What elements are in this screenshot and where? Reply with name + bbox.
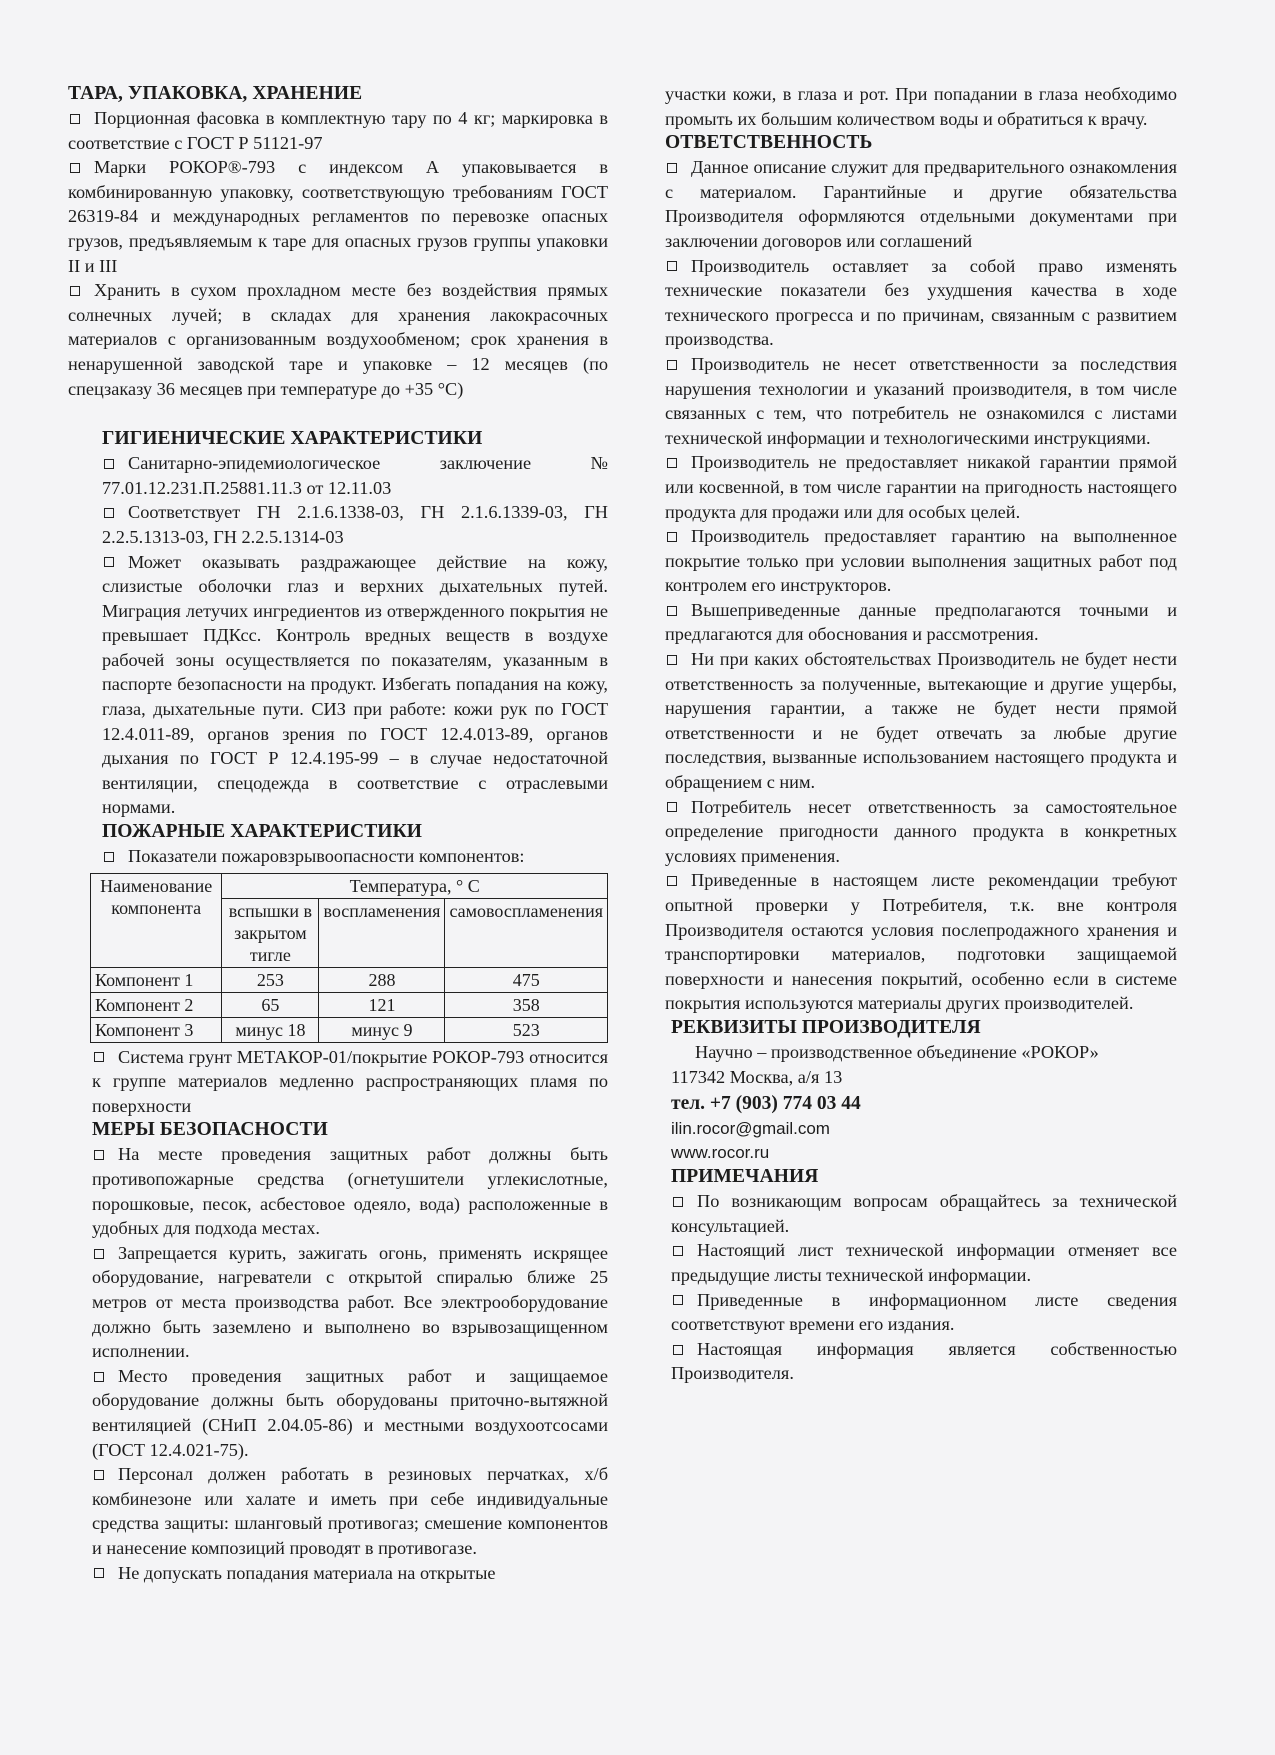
safety-item: На месте проведения защитных работ должны быть противопожарные средства (огнетушители углекислотные, порошковые, песок, асбестовое одеяло, вода) расположенные в удобных для подхода местах.: [92, 1144, 608, 1239]
storage-item: Хранить в сухом прохладном месте без воздействия прямых солнечных лучей; в складах для хранения лакокрасочных материалов с организованным воздухообменом; срок хранения в ненарушенной заводской таре и упаковке – 12 месяцев (по спецзаказу 36 месяцев при температуре до +35 °С): [68, 280, 608, 399]
safety-item: Место проведения защитных работ и защищаемое оборудование должны быть оборудованы приточно-вытяжной вентиляцией (СНиП 2.04.05-86) и местными воздухоотсосами (ГОСТ 12.4.021-75).: [92, 1365, 608, 1460]
fire-heading: ПОЖАРНЫЕ ХАРАКТЕРИСТИКИ: [102, 821, 423, 843]
hygiene-item: Соответствует ГН 2.1.6.1338-03, ГН 2.1.6.1339-03, ГН 2.2.5.1313-03, ГН 2.2.5.1314-03: [102, 502, 608, 547]
checkbox-bullet-icon: [70, 163, 80, 173]
requisites-org: Научно – производственное объединение «РОКОР»: [695, 1041, 1099, 1062]
col-header-autoignition: самовоспламенения: [445, 898, 608, 967]
safety-continuation: участки кожи, в глаза и рот. При попадании в глаза необходимо промыть их большим количеством воды и обратиться к врачу.: [665, 84, 1177, 129]
notes-item: Приведенные в информационном листе сведения соответствуют времени его издания.: [671, 1289, 1177, 1335]
checkbox-bullet-icon: [673, 1295, 683, 1305]
checkbox-bullet-icon: [94, 1052, 104, 1062]
safety-item: Запрещается курить, зажигать огонь, применять искрящее оборудование, нагреватели с открытой спиралью ближе 25 метров от места производства работ. Все электрооборудование должно быть заземлено и выполнено во взрывозащищенном исполнении.: [92, 1242, 608, 1362]
table-row: [91, 967, 608, 992]
cell-flash: 253: [222, 967, 319, 992]
safety-heading: МЕРЫ БЕЗОПАСНОСТИ: [92, 1119, 328, 1141]
checkbox-bullet-icon: [94, 1150, 104, 1160]
fire-after-block: [68, 1045, 608, 1585]
storage-item: Порционная фасовка в комплектную тару по 4 кг; маркировка в соответствие с ГОСТ Р 51121-97: [68, 108, 608, 153]
cell-name: Компонент 3: [91, 1017, 222, 1042]
storage-item: Марки РОКОР®-793 с индексом А упаковывается в комбинированную упаковку, соответствующую требованиям ГОСТ 26319-84 и международных регламентов по перевозке опасных грузов, предъявляемым к таре для опасных грузов группы упаковки II и III: [68, 157, 608, 276]
checkbox-bullet-icon: [667, 532, 677, 542]
responsibility-item: Данное описание служит для предварительного ознакомления с материалом. Гарантийные и другие обязательства Производителя оформляются отдельными документами при заключении договоров или соглашений: [665, 157, 1177, 251]
cell-auto: 475: [445, 967, 608, 992]
notes-item: По возникающим вопросам обращайтесь за технической консультацией.: [671, 1191, 1177, 1236]
responsibility-item: Приведенные в настоящем листе рекомендации требуют опытной проверки у Потребителя, т.к. вне контроля Производителя остаются условия послепродажного хранения и транспортировки материалов, подготовки защищаемой поверхности и нанесения покрытий, особенно если в системе покрытия используются материалы других производителей.: [665, 870, 1177, 1014]
responsibility-item: Потребитель несет ответственность за самостоятельное определение пригодности данного продукта в конкретных условиях применения.: [665, 796, 1177, 866]
responsibility-item: Вышеприведенные данные предполагаются точными и предлагаются для обоснования и рассмотрения.: [665, 599, 1177, 645]
notes-item: Настоящий лист технической информации отменяет все предыдущие листы технической информации.: [671, 1240, 1177, 1285]
checkbox-bullet-icon: [667, 655, 677, 665]
cell-ignition: 121: [319, 992, 445, 1017]
hygiene-item: Может оказывать раздражающее действие на кожу, слизистые оболочки глаз и верхних дыхательных путей. Миграция летучих ингредиентов из отвержденного покрытия не превышает ПДКсс. Контроль вредных веществ в воздухе рабочей зоны осуществляется по показателям, указанным в паспорте безопасности на продукт. Избегать попадания на кожу, глаза, дыхательные пути. СИЗ при работе: кожи рук по ГОСТ 12.4.011-89, органов зрения по ГОСТ 12.4.013-89, органов дыхания по ГОСТ Р 12.4.195-99 – в случае недостаточной вентиляции, спецодежда в соответствие с отраслевыми нормами.: [102, 551, 608, 818]
requisites-email[interactable]: ilin.rocor@gmail.com: [671, 1119, 830, 1139]
cell-ignition: 288: [319, 967, 445, 992]
checkbox-bullet-icon: [104, 508, 114, 518]
checkbox-bullet-icon: [104, 459, 114, 469]
cell-name: Компонент 1: [91, 967, 222, 992]
table-row: [91, 992, 608, 1017]
table-row: [91, 1017, 608, 1042]
col-header-flash: вспышки в закрытом тигле: [222, 898, 319, 967]
requisites-phone: тел. +7 (903) 774 03 44: [671, 1093, 861, 1115]
responsibility-item: Производитель предоставляет гарантию на выполненное покрытие только при условии выполнения защитных работ под контролем его инструкторов.: [665, 526, 1177, 596]
col-header-temperature: Температура, ° С: [222, 873, 608, 898]
checkbox-bullet-icon: [94, 1249, 104, 1259]
responsibility-item: Производитель не предоставляет никакой гарантии прямой или косвенной, в том числе гарантии на пригодность настоящего продукта для продажи или для особых целей.: [665, 452, 1177, 522]
col-header-name: Наименование компонента: [91, 873, 222, 967]
col-header-ignition: воспламенения: [319, 898, 445, 967]
checkbox-bullet-icon: [667, 458, 677, 468]
cell-auto: 523: [445, 1017, 608, 1042]
responsibility-item: Производитель не несет ответственности за последствия нарушения технологии и указаний производителя, в том числе связанных с тем, что потребитель не ознакомился с листами технической информации и технологическими инструкциями.: [665, 353, 1177, 448]
checkbox-bullet-icon: [94, 1470, 104, 1480]
checkbox-bullet-icon: [673, 1197, 683, 1207]
storage-heading: ТАРА, УПАКОВКА, ХРАНЕНИЕ: [68, 83, 363, 104]
notes-heading: ПРИМЕЧАНИЯ: [671, 1166, 819, 1188]
requisites-website[interactable]: www.rocor.ru: [671, 1143, 770, 1163]
safety-item: Не допускать попадания материала на открытые: [92, 1561, 608, 1586]
requisites-heading: РЕКВИЗИТЫ ПРОИЗВОДИТЕЛЯ: [671, 1016, 981, 1038]
checkbox-bullet-icon: [673, 1345, 683, 1355]
cell-flash: 65: [222, 992, 319, 1017]
fire-after: Система грунт МЕТАКОР-01/покрытие РОКОР-793 относится к группе материалов медленно распространяющих пламя по поверхности: [92, 1046, 608, 1116]
hygiene-item: Санитарно-эпидемиологическое заключение № 77.01.12.231.П.25881.11.3 от 12.11.03: [102, 453, 608, 498]
hygiene-heading: ГИГИЕНИЧЕСКИЕ ХАРАКТЕРИСТИКИ: [102, 428, 483, 450]
checkbox-bullet-icon: [104, 852, 114, 862]
hygiene-block: [68, 451, 608, 869]
checkbox-bullet-icon: [667, 261, 677, 271]
checkbox-bullet-icon: [667, 606, 677, 616]
fire-intro: Показатели пожаровзрывоопасности компонентов:: [102, 844, 608, 869]
checkbox-bullet-icon: [70, 114, 80, 124]
cell-flash: минус 18: [222, 1017, 319, 1042]
checkbox-bullet-icon: [673, 1246, 683, 1256]
responsibility-item: Ни при каких обстоятельствах Производитель не будет нести ответственность за полученные, вытекающие и другие ущербы, нарушения гарантии, а также не будет нести прямой ответственности и не будет отвечать за любые другие последствия, вызванные использованием настоящего продукта и обращением с ним.: [665, 649, 1177, 793]
table-header-row: [91, 873, 608, 898]
cell-ignition: минус 9: [319, 1017, 445, 1042]
fire-table: [90, 873, 608, 1043]
notes-item: Настоящая информация является собственностью Производителя.: [671, 1338, 1177, 1384]
left-column: [68, 82, 608, 1585]
responsibility-heading: ОТВЕТСТВЕННОСТЬ: [665, 132, 873, 154]
checkbox-bullet-icon: [667, 876, 677, 886]
responsibility-item: Производитель оставляет за собой право изменять технические показатели без ухудшения качества в ходе технического прогресса и по причинам, связанным с развитием производства.: [665, 255, 1177, 350]
right-column: [665, 82, 1177, 1386]
cell-name: Компонент 2: [91, 992, 222, 1017]
cell-auto: 358: [445, 992, 608, 1017]
checkbox-bullet-icon: [94, 1568, 104, 1578]
checkbox-bullet-icon: [104, 557, 114, 567]
checkbox-bullet-icon: [94, 1372, 104, 1382]
requisites-block: [665, 1016, 1177, 1386]
checkbox-bullet-icon: [70, 286, 80, 296]
checkbox-bullet-icon: [667, 163, 677, 173]
checkbox-bullet-icon: [667, 360, 677, 370]
checkbox-bullet-icon: [667, 802, 677, 812]
safety-item: Персонал должен работать в резиновых перчатках, х/б комбинезоне или халате и иметь при себе индивидуальные средства защиты: шланговый противогаз; смешение компонентов и нанесение композиций проводят в противогазе.: [92, 1464, 608, 1558]
requisites-address: 117342 Москва, а/я 13: [671, 1066, 843, 1087]
